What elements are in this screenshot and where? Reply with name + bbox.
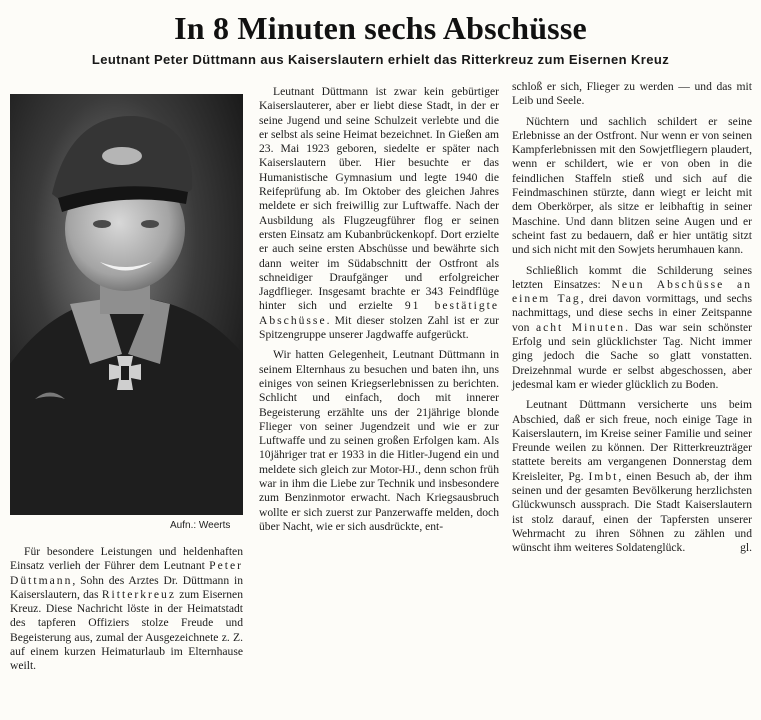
- text-run: Schließlich kommt die Schilderung seines letzten Einsatzes:: [512, 263, 752, 291]
- text-run: , drei davon vormittags, und sechs nachmittags, und diese sechs in einer Zeitspanne von: [512, 292, 752, 334]
- paragraph: [512, 264, 752, 393]
- eight-minutes-spaced: acht Minuten: [535, 320, 626, 334]
- portrait-photo: [10, 94, 243, 515]
- paragraph: Wir hatten Gelegenheit, Leutnant Düttmann in seinem Elternhaus zu besuchen und baten ihn, uns einiges von seinen Kriegserlebnissen zu berichten. Schlicht und einfach, doch mit innerer Begeisterung erzählte uns der 21jährige blonde Flieger von seiner Jugendzeit und wie er zur Luftwaffe und zu seinen großen Erfolgen kam. Als 10jähriger trat er 1933 in die Hitler-Jugend ein und meldete sich gleich zur Motor-HJ., denn schon früh war in ihm die Liebe zur Technik und insbesondere zum Benzinmotor erwacht. Nach Kriegsausbruch wollte er sich zuerst zur Panzerwaffe melden, doch über Nacht, wie er sich ausdrückte, ent-: [259, 348, 499, 533]
- victories-spaced: 91 bestätigte Abschüsse: [259, 299, 500, 327]
- column-2: [259, 85, 499, 534]
- author-signature: gl.: [740, 541, 752, 555]
- text-run: Für besondere Leistungen und heldenhaften Einsatz verlieh der Führer dem Leutnant: [10, 545, 243, 573]
- text-run: Leutnant Düttmann versicherte uns beim Abschied, daß er sich freue, noch einige Tage in Kaiserslautern, im Kreise seiner Familie und seiner Freunde weilen zu können. Der Ritterkreuzträger stattete bereits am vergangenen Donnerstag dem Kreisleiter, Pg.: [512, 398, 752, 483]
- text-run: , Sohn des Arztes Dr. Düttmann in Kaiserslautern, das: [10, 573, 243, 601]
- kreisleiter-name-spaced: Imbt: [588, 469, 619, 483]
- text-run: , einen Besuch ab, der ihm seinen und der gesamten Bevölkerung herzlichsten Glückwunsch aussprach. Die Stadt Kaiserslautern ist stolz darauf, einen der Tapfersten unserer Wehrmacht zu ihren Söhnen zu zählen und wünscht ihm weiteres Soldatenglück.: [512, 469, 752, 555]
- headline: In 8 Minuten sechs Abschüsse: [174, 10, 587, 46]
- text-run: . Das war sein schönster Erfolg und sein glücklichster Tag. Nicht immer ging jedoch die Sache so glatt vonstatten. Dreizehnmal wurde er selbst abgeschossen, aber jedesmal kam er wieder glücklich zu Boden.: [512, 320, 752, 391]
- paragraph: schloß er sich, Flieger zu werden — und das mit Leib und Seele.: [512, 80, 752, 108]
- nine-victories-spaced: Neun Abschüsse an einem Tag: [512, 277, 752, 306]
- award-spaced: Ritterkreuz: [101, 587, 176, 601]
- text-run: . Mit dieser stolzen Zahl ist er zur Spitzengruppe unserer Jagdwaffe aufgerückt.: [259, 313, 499, 342]
- paragraph: [512, 398, 752, 555]
- column-1: [10, 545, 243, 674]
- paragraph: [10, 545, 243, 674]
- name-spaced: Peter Düttmann: [10, 559, 243, 587]
- photo-credit: Aufn.: Weerts: [170, 520, 231, 531]
- paragraph: [259, 85, 499, 342]
- text-run: zum Eisernen Kreuz. Diese Nachricht löste in der Heimatstadt des tapferen Offiziers stolze Freude und Begeisterung aus, zumal der Ausgezeichnete z. Z. auf einem kurzen Heimaturlaub im Elternhause weilt.: [10, 587, 243, 673]
- subheadline: Leutnant Peter Düttmann aus Kaiserslautern erhielt das Ritterkreuz zum Eisernen Kreuz: [91, 52, 670, 67]
- paragraph: Nüchtern und sachlich schildert er seine Erlebnisse an der Ostfront. Nur wenn er von seinen Kampferlebnissen mit den Sowjetfliegern plaudert, wenn er schildert, wie er von oben in die feindlichen Staffeln stieß und sich auf die Feindmaschinen stürzte, dann wiegt er leicht mit dem Oberkörper, als sitze er leibhaftig in seiner Maschine. Und dann blitzen seine Augen und er scheint fast zu bedauern, daß er hier untätig sitzt und sich nicht mit den Sowjets herumhauen kann.: [512, 114, 752, 257]
- column-3: [512, 80, 752, 556]
- text-run: Leutnant Düttmann ist zwar kein gebürtiger Kaiserslauterer, aber er liebt diese Stadt, in der er seine Jugend und seine Schulzeit verlebte und die er selbst als seine Heimat bezeichnet. In Gießen am 23. Mai 1923 geboren, siedelte er später nach Kaiserslautern über. Hier besuchte er das Humanistische Gymnasium und legte 1940 die Reifeprüfung ab. Im Oktober des gleichen Jahres meldete er sich freiwillig zur Luftwaffe. Nach der Ausbildung als Flugzeugführer flog er seinen ersten Einsatz am Kubanbrückenkopf. Dort erzielte er auch seine ersten Abschüsse und bewährte sich dann weiter im Südabschnitt der Ostfront als schneidiger Draufgänger und erfolgreicher Jagdflieger. Insgesamt brachte er 343 Feindflüge hinter sich und erzielte: [259, 85, 499, 313]
